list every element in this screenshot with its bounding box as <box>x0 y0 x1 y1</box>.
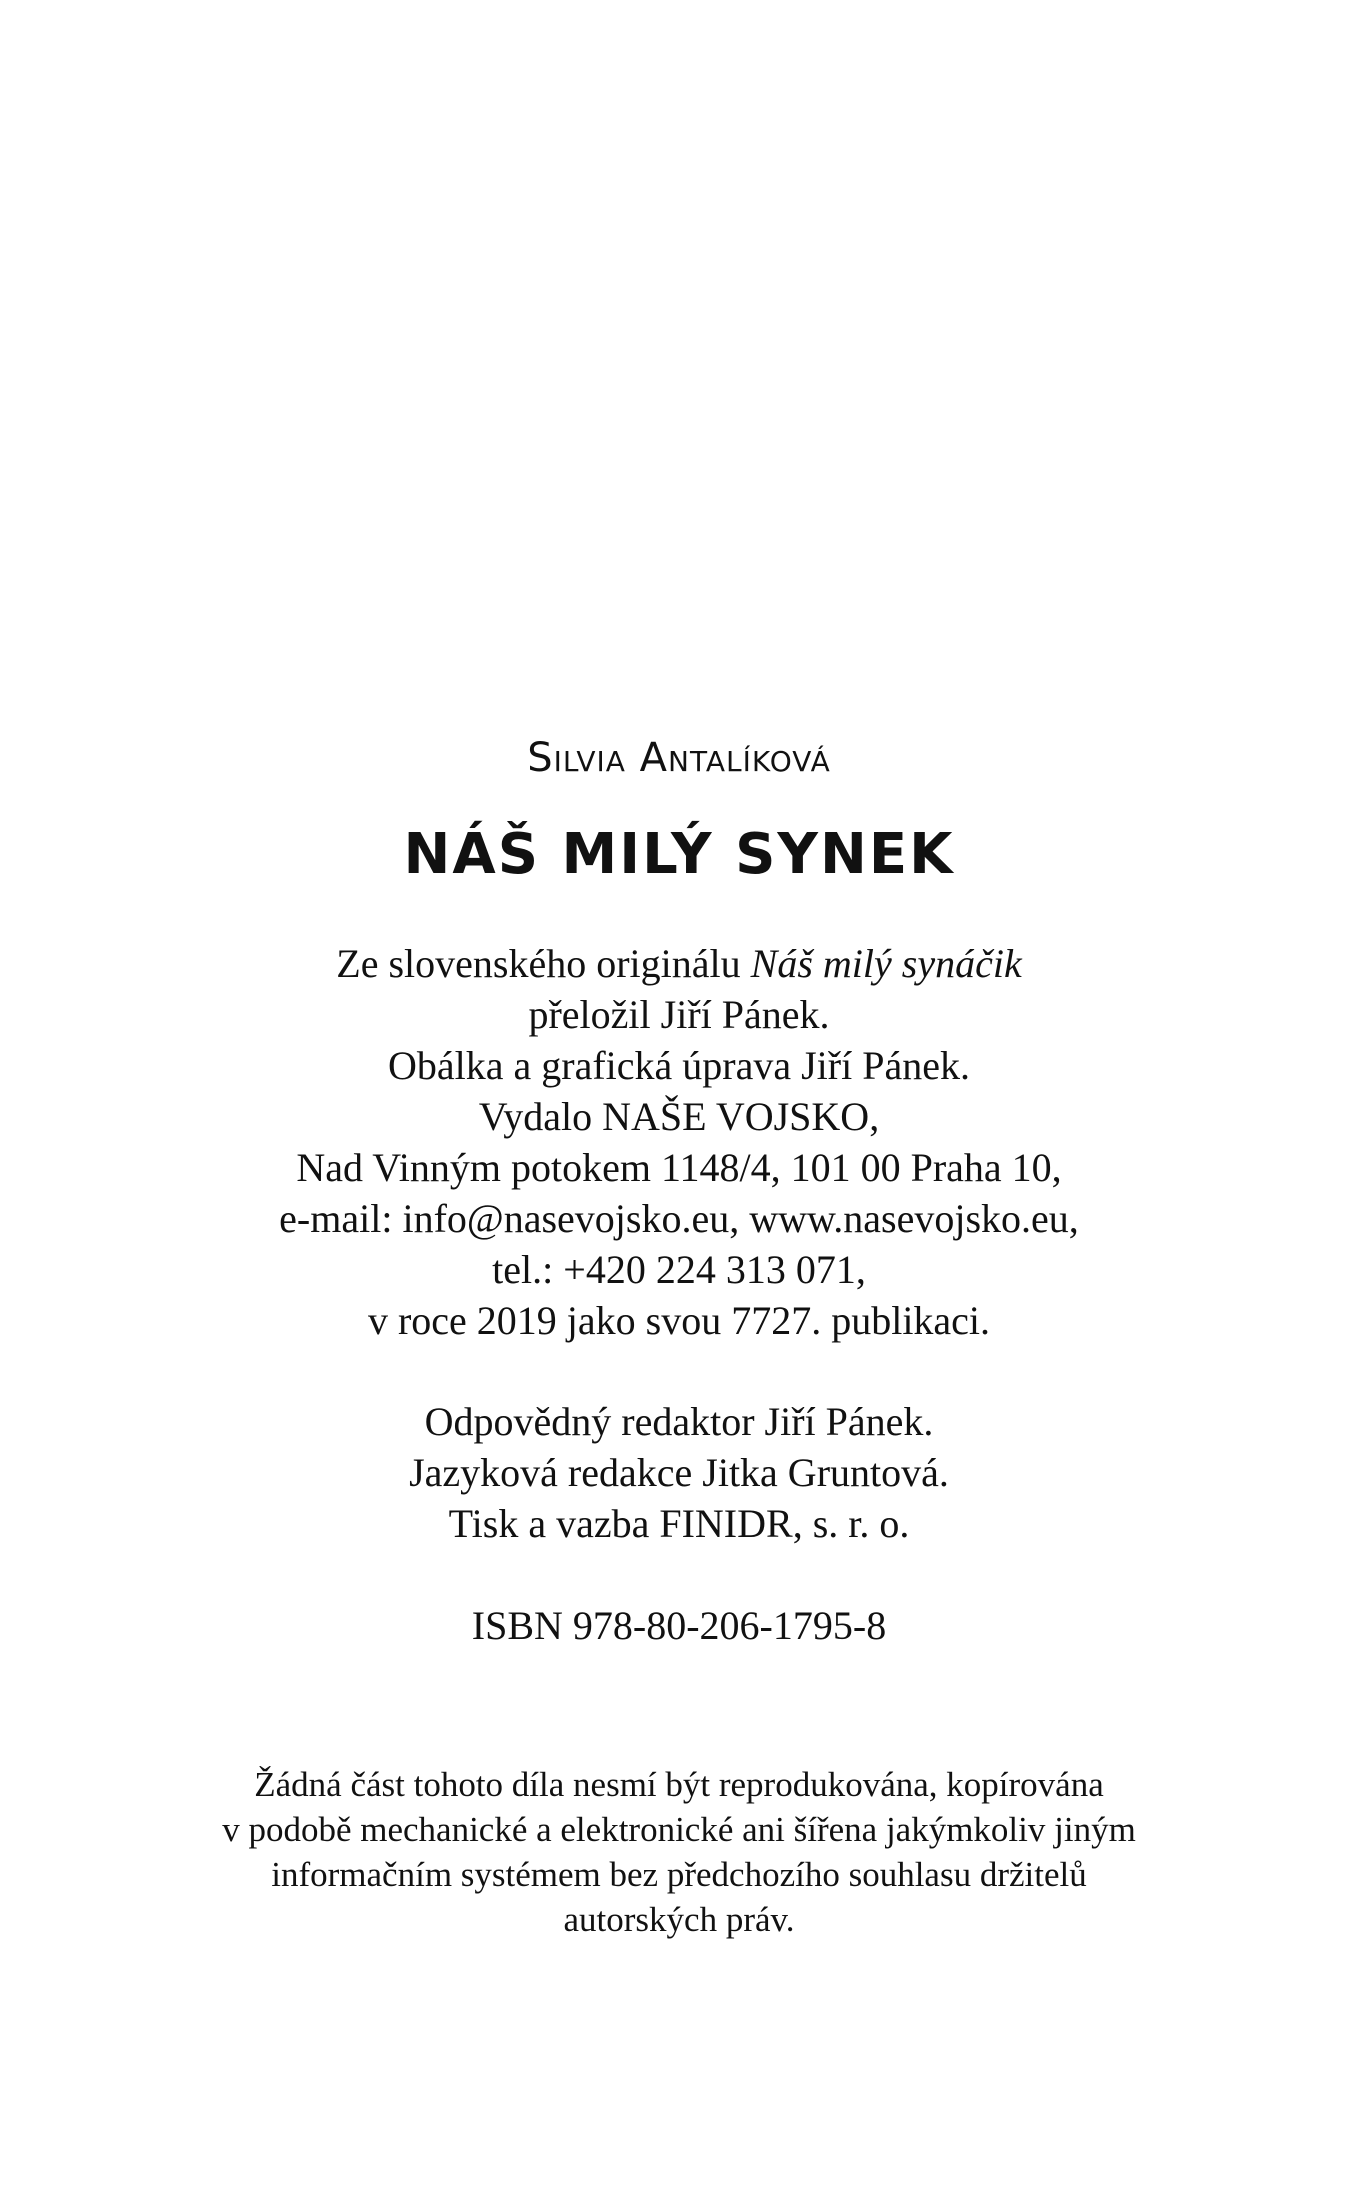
book-title: NÁŠ MILÝ SYNEK <box>403 822 955 887</box>
copyright-notice <box>0 1762 1358 1942</box>
copyright-line: autorských práv. <box>563 1900 795 1939</box>
colophon-line: tel.: +420 224 313 071, <box>492 1247 866 1292</box>
copyright-line: v podobě mechanické a elektronické ani šířena jakýmkoliv jiným <box>222 1810 1136 1849</box>
colophon-source-prefix: Ze slovenského originálu <box>336 941 751 986</box>
copyright-line: informačním systémem bez předchozího souhlasu držitelů <box>271 1855 1087 1894</box>
colophon-line: v roce 2019 jako svou 7727. publikaci. <box>367 1298 991 1343</box>
colophon-line: Nad Vinným potokem 1148/4, 101 00 Praha 10, <box>296 1145 1062 1190</box>
colophon-line: Obálka a grafická úprava Jiří Pánek. <box>388 1043 970 1088</box>
author-name: Silvia Antalíková <box>527 735 831 781</box>
copyright-line: Žádná část tohoto díla nesmí být reprodukována, kopírována <box>254 1765 1104 1804</box>
credits-block <box>0 1396 1358 1549</box>
credits-line: Tisk a vazba FINIDR, s. r. o. <box>448 1501 910 1546</box>
colophon-line: e-mail: info@nasevojsko.eu, www.nasevojsko.eu, <box>279 1196 1079 1241</box>
colophon-line: přeložil Jiří Pánek. <box>528 992 830 1037</box>
isbn: ISBN 978-80-206-1795-8 <box>471 1603 887 1648</box>
colophon-block <box>0 938 1358 1346</box>
colophon-line: Vydalo NAŠE VOJSKO, <box>478 1094 880 1139</box>
credits-line: Jazyková redakce Jitka Gruntová. <box>409 1450 949 1495</box>
colophon-translation-source <box>0 938 1358 989</box>
original-title: Náš milý synáčik <box>750 941 1022 986</box>
credits-line: Odpovědný redaktor Jiří Pánek. <box>424 1399 934 1444</box>
